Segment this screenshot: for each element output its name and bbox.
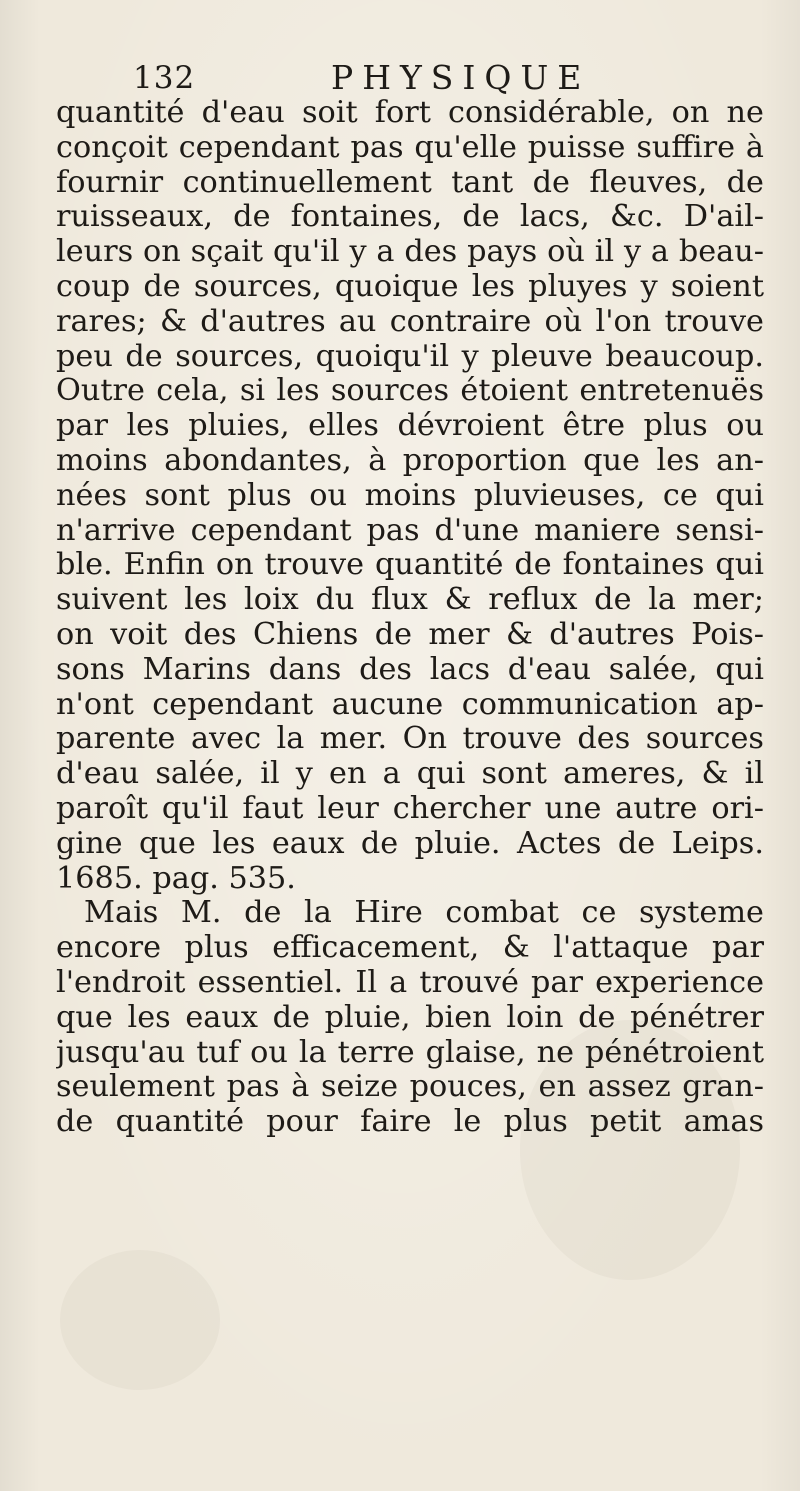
text-line: moins abondantes, à proportion que les an- (56, 443, 764, 478)
text-line: parente avec la mer. On trouve des sources (56, 722, 764, 757)
text-line: 1685. pag. 535. (56, 861, 296, 896)
text-line: leurs on sçait qu'il y a des pays où il y a beau- (56, 235, 764, 270)
text-line: on voit des Chiens de mer & d'autres Pois- (56, 617, 764, 652)
text-line: peu de sources, quoiqu'il y pleuve beaucoup. (56, 339, 764, 374)
text-line: jusqu'au tuf ou la terre glaise, ne pénétroient (56, 1035, 764, 1070)
text-line: n'ont cependant aucune communication ap- (56, 687, 764, 722)
text-line: sons Marins dans des lacs d'eau salée, qui (56, 652, 764, 687)
text-line: rares; & d'autres au contraire où l'on trouve (56, 304, 764, 339)
text-line: paroît qu'il faut leur chercher une autre ori- (56, 791, 764, 826)
text-line: n'arrive cependant pas d'une maniere sensi- (56, 513, 764, 548)
paper-stain (60, 1250, 220, 1390)
text-line: par les pluies, elles dévroient être plus ou (56, 409, 764, 444)
text-line: Outre cela, si les sources étoient entretenuës (56, 374, 764, 409)
body-text (56, 96, 764, 1140)
text-line: quantité d'eau soit fort considérable, on ne (56, 96, 764, 130)
text-line: fournir continuellement tant de fleuves, de (56, 165, 764, 200)
text-line: conçoit cependant pas qu'elle puisse suffire à (56, 130, 764, 165)
text-line: ble. Enfin on trouve quantité de fontaines qui (56, 548, 764, 583)
text-line: seulement pas à seize pouces, en assez gran- (56, 1070, 764, 1105)
text-line: de quantité pour faire le plus petit amas (56, 1105, 764, 1140)
text-line: encore plus efficacement, & l'attaque par (56, 931, 764, 966)
text-line: gine que les eaux de pluie. Actes de Leips. (56, 826, 764, 861)
text-line: l'endroit essentiel. Il a trouvé par experience (56, 965, 764, 1000)
page-number: 132 (133, 60, 196, 96)
text-line: nées sont plus ou moins pluvieuses, ce qui (56, 478, 764, 513)
text-line: que les eaux de pluie, bien loin de pénétrer (56, 1000, 764, 1035)
text-line: ruisseaux, de fontaines, de lacs, &c. D'ail- (56, 200, 764, 235)
running-title: PHYSIQUE (331, 58, 591, 97)
text-line: coup de sources, quoique les pluyes y soient (56, 269, 764, 304)
text-line: Mais M. de la Hire combat ce systeme (84, 896, 764, 931)
text-line: d'eau salée, il y en a qui sont ameres, & il (56, 757, 764, 792)
text-line: suivent les loix du flux & reflux de la mer; (56, 583, 764, 618)
